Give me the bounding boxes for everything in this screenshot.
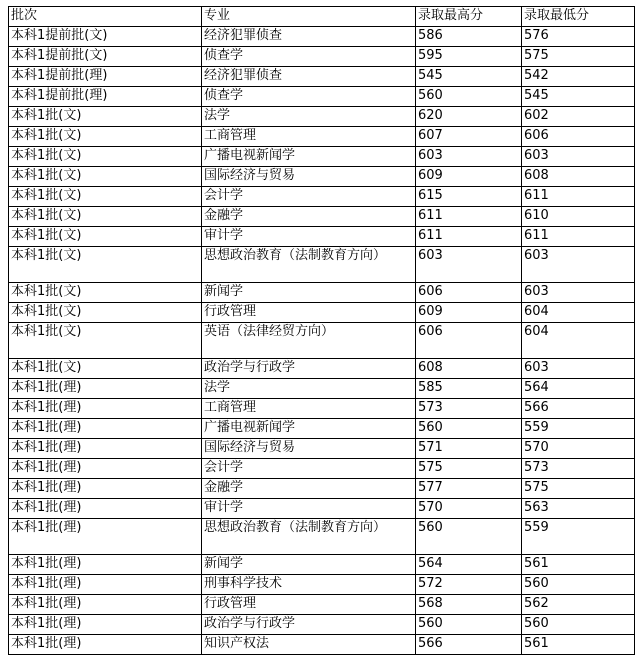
cell-major: 审计学 — [202, 499, 416, 519]
table-row — [9, 575, 635, 595]
cell-max-score: 607 — [416, 127, 522, 147]
table-row — [9, 499, 635, 519]
cell-max-score: 611 — [416, 207, 522, 227]
table-row — [9, 555, 635, 575]
cell-max-score: 603 — [416, 247, 522, 283]
cell-max-score: 560 — [416, 615, 522, 635]
cell-major: 审计学 — [202, 227, 416, 247]
cell-major: 经济犯罪侦查 — [202, 27, 416, 47]
cell-min-score: 561 — [522, 555, 635, 575]
cell-batch: 本科1批(理) — [9, 575, 202, 595]
cell-major: 行政管理 — [202, 303, 416, 323]
cell-batch: 本科1批(文) — [9, 127, 202, 147]
cell-min-score: 604 — [522, 303, 635, 323]
cell-batch: 本科1批(理) — [9, 399, 202, 419]
table-row — [9, 303, 635, 323]
cell-batch: 本科1批(文) — [9, 107, 202, 127]
cell-major: 国际经济与贸易 — [202, 439, 416, 459]
cell-max-score: 611 — [416, 227, 522, 247]
cell-min-score: 559 — [522, 419, 635, 439]
table-row — [9, 399, 635, 419]
cell-max-score: 570 — [416, 499, 522, 519]
cell-min-score: 566 — [522, 399, 635, 419]
cell-batch: 本科1提前批(理) — [9, 67, 202, 87]
cell-min-score: 603 — [522, 283, 635, 303]
cell-min-score: 559 — [522, 519, 635, 555]
table-row — [9, 67, 635, 87]
cell-major: 行政管理 — [202, 595, 416, 615]
table-row — [9, 227, 635, 247]
cell-batch: 本科1批(理) — [9, 419, 202, 439]
table-row — [9, 595, 635, 615]
cell-max-score: 564 — [416, 555, 522, 575]
cell-min-score: 573 — [522, 459, 635, 479]
header-max-score: 录取最高分 — [416, 7, 522, 27]
table-row — [9, 359, 635, 379]
cell-batch: 本科1提前批(文) — [9, 27, 202, 47]
cell-major: 金融学 — [202, 207, 416, 227]
cell-min-score: 561 — [522, 635, 635, 655]
cell-max-score: 608 — [416, 359, 522, 379]
cell-major: 思想政治教育（法制教育方向） — [202, 247, 416, 283]
cell-min-score: 603 — [522, 359, 635, 379]
cell-max-score: 545 — [416, 67, 522, 87]
cell-min-score: 611 — [522, 227, 635, 247]
cell-min-score: 575 — [522, 479, 635, 499]
table-row — [9, 283, 635, 303]
cell-min-score: 560 — [522, 615, 635, 635]
cell-major: 广播电视新闻学 — [202, 147, 416, 167]
cell-max-score: 615 — [416, 187, 522, 207]
cell-batch: 本科1批(理) — [9, 459, 202, 479]
cell-min-score: 575 — [522, 47, 635, 67]
cell-max-score: 577 — [416, 479, 522, 499]
admission-scores-sheet — [8, 6, 634, 655]
cell-batch: 本科1批(文) — [9, 207, 202, 227]
cell-batch: 本科1批(文) — [9, 187, 202, 207]
cell-max-score: 606 — [416, 323, 522, 359]
cell-major: 英语（法律经贸方向） — [202, 323, 416, 359]
cell-min-score: 570 — [522, 439, 635, 459]
cell-max-score: 568 — [416, 595, 522, 615]
cell-min-score: 576 — [522, 27, 635, 47]
table-row — [9, 247, 635, 283]
cell-major: 政治学与行政学 — [202, 615, 416, 635]
table-row — [9, 479, 635, 499]
cell-max-score: 560 — [416, 87, 522, 107]
cell-major: 政治学与行政学 — [202, 359, 416, 379]
table-row — [9, 107, 635, 127]
cell-max-score: 585 — [416, 379, 522, 399]
cell-max-score: 566 — [416, 635, 522, 655]
cell-min-score: 542 — [522, 67, 635, 87]
cell-major: 侦查学 — [202, 47, 416, 67]
cell-min-score: 608 — [522, 167, 635, 187]
cell-batch: 本科1批(理) — [9, 499, 202, 519]
table-row — [9, 187, 635, 207]
cell-max-score: 603 — [416, 147, 522, 167]
cell-batch: 本科1批(文) — [9, 147, 202, 167]
cell-major: 经济犯罪侦查 — [202, 67, 416, 87]
admission-scores-table — [8, 6, 635, 655]
cell-batch: 本科1批(文) — [9, 283, 202, 303]
cell-min-score: 603 — [522, 247, 635, 283]
table-row — [9, 167, 635, 187]
cell-max-score: 595 — [416, 47, 522, 67]
cell-batch: 本科1批(理) — [9, 635, 202, 655]
cell-min-score: 603 — [522, 147, 635, 167]
cell-batch: 本科1批(理) — [9, 439, 202, 459]
cell-batch: 本科1提前批(理) — [9, 87, 202, 107]
cell-min-score: 604 — [522, 323, 635, 359]
cell-batch: 本科1批(理) — [9, 519, 202, 555]
table-row — [9, 439, 635, 459]
cell-major: 国际经济与贸易 — [202, 167, 416, 187]
cell-max-score: 560 — [416, 519, 522, 555]
table-row — [9, 147, 635, 167]
table-row — [9, 419, 635, 439]
cell-batch: 本科1批(理) — [9, 615, 202, 635]
cell-batch: 本科1批(理) — [9, 555, 202, 575]
cell-batch: 本科1提前批(文) — [9, 47, 202, 67]
cell-major: 金融学 — [202, 479, 416, 499]
cell-min-score: 564 — [522, 379, 635, 399]
table-row — [9, 379, 635, 399]
header-min-score: 录取最低分 — [522, 7, 635, 27]
cell-min-score: 611 — [522, 187, 635, 207]
table-row — [9, 87, 635, 107]
header-major: 专业 — [202, 7, 416, 27]
cell-min-score: 562 — [522, 595, 635, 615]
cell-major: 法学 — [202, 107, 416, 127]
cell-min-score: 563 — [522, 499, 635, 519]
cell-batch: 本科1批(文) — [9, 167, 202, 187]
cell-major: 工商管理 — [202, 399, 416, 419]
table-row — [9, 207, 635, 227]
cell-major: 侦查学 — [202, 87, 416, 107]
cell-major: 广播电视新闻学 — [202, 419, 416, 439]
cell-major: 思想政治教育（法制教育方向） — [202, 519, 416, 555]
table-row — [9, 615, 635, 635]
cell-batch: 本科1批(文) — [9, 303, 202, 323]
cell-min-score: 560 — [522, 575, 635, 595]
cell-max-score: 573 — [416, 399, 522, 419]
cell-min-score: 602 — [522, 107, 635, 127]
cell-major: 刑事科学技术 — [202, 575, 416, 595]
table-row — [9, 27, 635, 47]
cell-max-score: 609 — [416, 303, 522, 323]
table-row — [9, 127, 635, 147]
cell-max-score: 575 — [416, 459, 522, 479]
cell-max-score: 620 — [416, 107, 522, 127]
cell-batch: 本科1批(文) — [9, 227, 202, 247]
header-row — [9, 7, 635, 27]
cell-max-score: 606 — [416, 283, 522, 303]
cell-batch: 本科1批(文) — [9, 323, 202, 359]
cell-min-score: 606 — [522, 127, 635, 147]
cell-max-score: 572 — [416, 575, 522, 595]
cell-major: 新闻学 — [202, 283, 416, 303]
cell-batch: 本科1批(文) — [9, 247, 202, 283]
table-row — [9, 459, 635, 479]
cell-major: 会计学 — [202, 187, 416, 207]
cell-max-score: 571 — [416, 439, 522, 459]
cell-major: 法学 — [202, 379, 416, 399]
table-row — [9, 47, 635, 67]
cell-batch: 本科1批(理) — [9, 479, 202, 499]
cell-max-score: 560 — [416, 419, 522, 439]
cell-major: 工商管理 — [202, 127, 416, 147]
cell-major: 新闻学 — [202, 555, 416, 575]
cell-min-score: 545 — [522, 87, 635, 107]
cell-batch: 本科1批(文) — [9, 359, 202, 379]
cell-batch: 本科1批(理) — [9, 379, 202, 399]
cell-batch: 本科1批(理) — [9, 595, 202, 615]
cell-major: 知识产权法 — [202, 635, 416, 655]
table-body — [9, 27, 635, 655]
cell-max-score: 586 — [416, 27, 522, 47]
cell-min-score: 610 — [522, 207, 635, 227]
cell-max-score: 609 — [416, 167, 522, 187]
header-batch: 批次 — [9, 7, 202, 27]
table-row — [9, 519, 635, 555]
cell-major: 会计学 — [202, 459, 416, 479]
table-row — [9, 323, 635, 359]
table-row — [9, 635, 635, 655]
